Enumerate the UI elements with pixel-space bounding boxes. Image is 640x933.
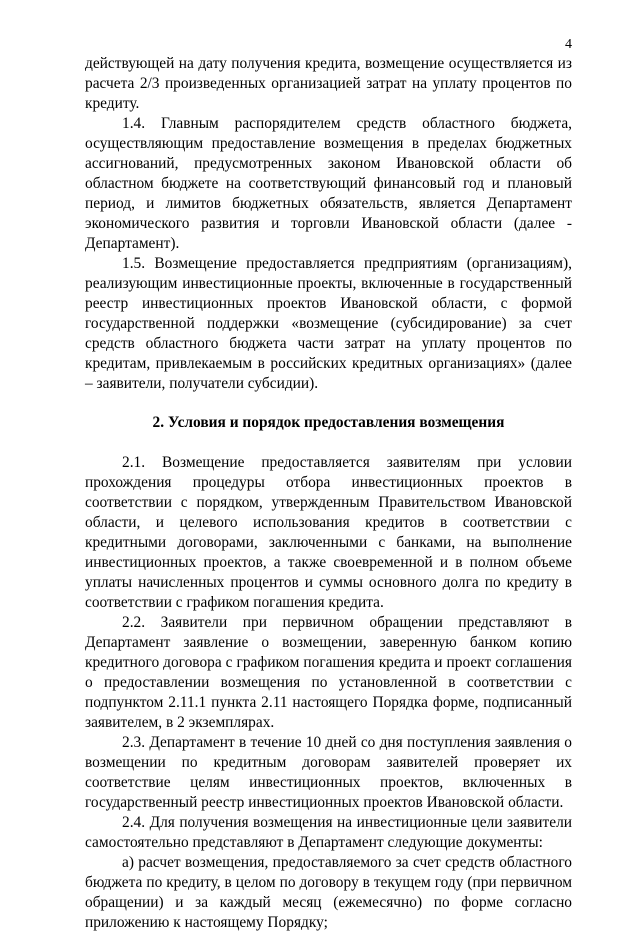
document-body (85, 54, 572, 933)
paragraph-2-2: 2.2. Заявители при первичном обращении представляют в Департамент заявление о возмещении, заверенную банком копию кредитного договора с графиком погашения кредита и проект соглашения о предоставлении возмещения по установленной в соответствии с подпунктом 2.11.1 пункта 2.11 настоящего Порядка форме, подписанный заявителем, в 2 экземплярах. (85, 614, 572, 731)
paragraph-1-4: 1.4. Главным распорядителем средств областного бюджета, осуществляющим предоставление возмещения в пределах бюджетных ассигнований, предусмотренных законом Ивановской области об областном бюджете на соответствующий финансовый год и плановый период, и лимитов бюджетных обязательств, является Департамент экономического развития и торговли Ивановской области (далее - Департамент). (85, 115, 572, 252)
page-number: 4 (565, 37, 572, 52)
section-heading: 2. Условия и порядок предоставления возмещения (152, 414, 505, 431)
paragraph-2-3: 2.3. Департамент в течение 10 дней со дня поступления заявления о возмещении по кредитным договорам заявителей проверяет их соответствие целям инвестиционных проектов, включенных в государственный реестр инвестиционных проектов Ивановской области. (85, 734, 572, 811)
paragraph-2-1: 2.1. Возмещение предоставляется заявителям при условии прохождения процедуры отбора инвестиционных проектов в соответствии с порядком, утвержденным Правительством Ивановской области, и целевого использования кредитов в соответствии с кредитными договорами, заключенными с банками, на выполнение инвестиционных проектов, а также своевременной и в полном объеме уплаты начисленных процентов и суммы основного долга по кредиту в соответствии с графиком погашения кредита. (85, 454, 572, 611)
paragraph-continuation: действующей на дату получения кредита, возмещение осуществляется из расчета 2/3 произведенных организацией затрат на уплату процентов по кредиту. (85, 55, 572, 112)
paragraph-2-4: 2.4. Для получения возмещения на инвестиционные цели заявители самостоятельно представляют в Департамент следующие документы: (85, 814, 572, 851)
paragraph-2-4-a: а) расчет возмещения, предоставляемого за счет средств областного бюджета по кредиту, в целом по договору в текущем году (при первичном обращении) и за каждый месяц (ежемесячно) по форме согласно приложению к настоящему Порядку; (85, 854, 572, 931)
paragraph-1-5: 1.5. Возмещение предоставляется предприятиям (организациям), реализующим инвестиционные проекты, включенные в государственный реестр инвестиционных проектов Ивановской области, с формой государственной поддержки «возмещение (субсидирование) за счет средств областного бюджета части затрат на уплату процентов по кредитам, привлекаемым в российских кредитных организациях» (далее – заявители, получатели субсидии). (85, 255, 572, 392)
